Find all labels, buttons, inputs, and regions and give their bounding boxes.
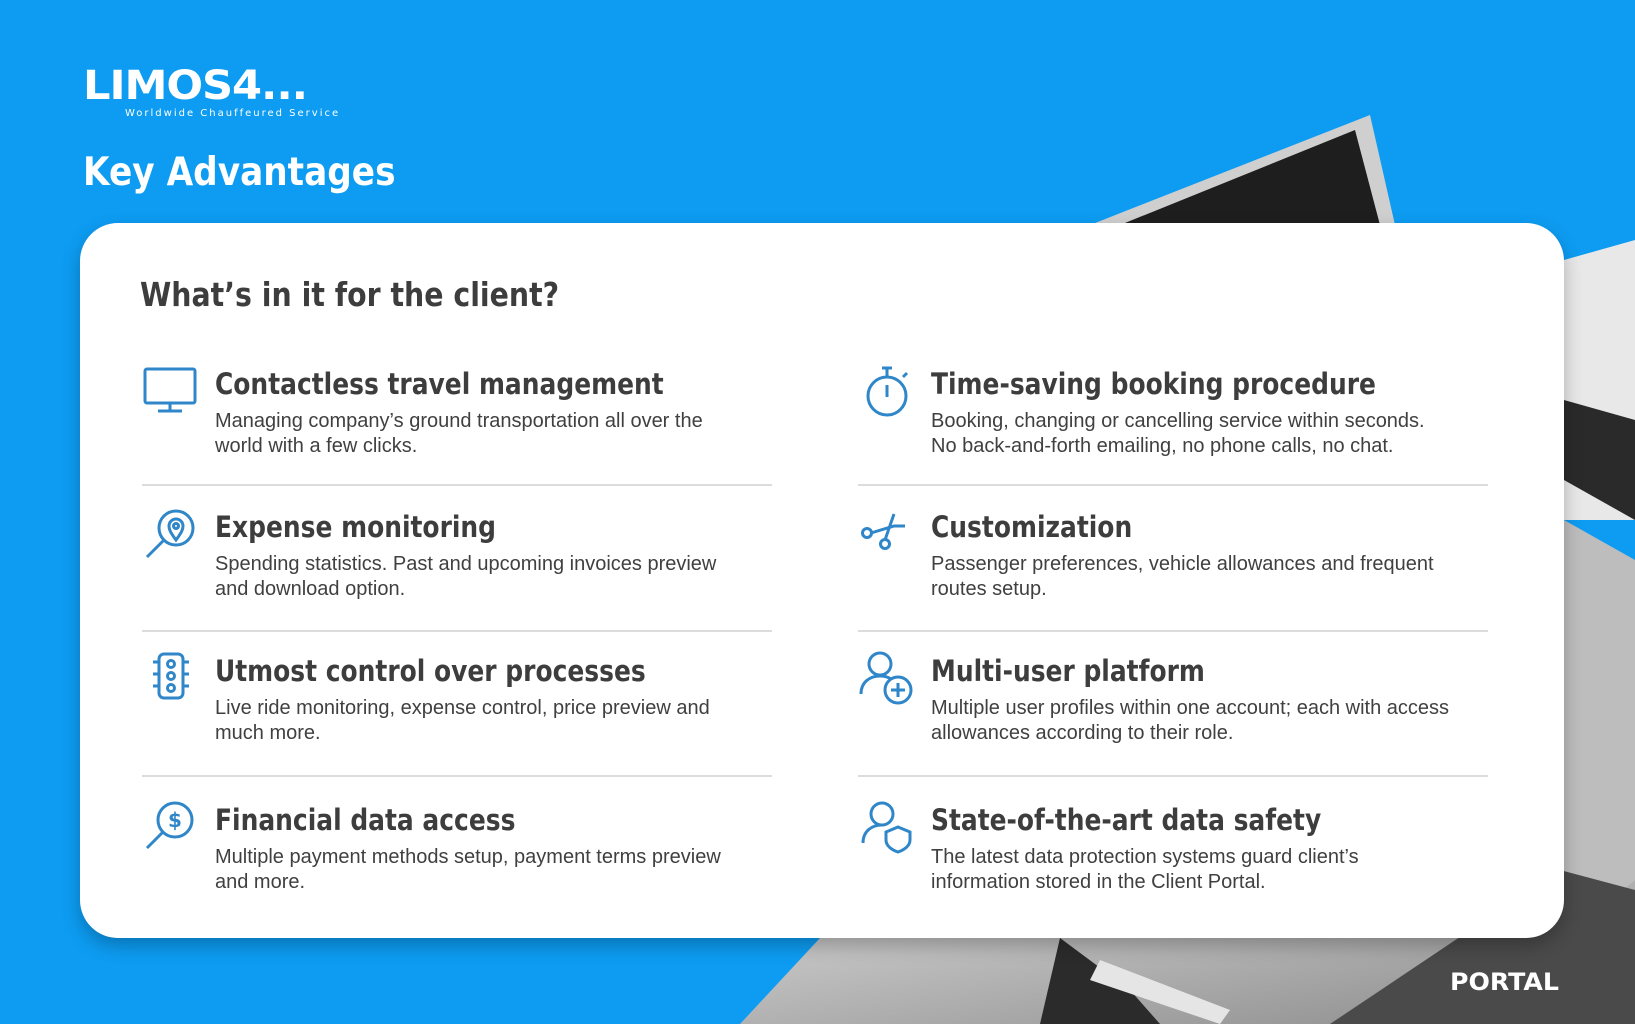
advantage-description: Booking, changing or cancelling service within seconds. No back-and-forth emailing, no phone calls, no chat. — [931, 410, 1425, 457]
advantage-item — [142, 799, 772, 939]
logo-wordmark: LIMOS4... — [83, 63, 307, 109]
advantage-item — [142, 506, 772, 646]
divider — [142, 484, 772, 486]
advantage-description: Passenger preferences, vehicle allowances and frequent routes setup. — [931, 553, 1434, 600]
advantage-description: Multiple user profiles within one account; each with access allowances according to their role. — [931, 697, 1450, 744]
advantage-title: State-of-the-art data safety — [931, 803, 1322, 837]
advantage-description: Live ride monitoring, expense control, price preview and much more. — [215, 697, 710, 744]
traffic-light-icon — [142, 650, 200, 708]
monitor-icon — [142, 363, 200, 421]
user-shield-icon — [858, 799, 916, 857]
route-icon — [858, 506, 916, 564]
page-heading: Key Advantages — [83, 150, 396, 195]
advantage-item — [142, 650, 772, 790]
logo-tagline: Worldwide Chauffeured Service — [125, 108, 341, 119]
add-user-icon — [858, 650, 916, 708]
advantage-title: Customization — [931, 510, 1133, 544]
divider — [858, 630, 1488, 632]
advantage-title: Time-saving booking procedure — [931, 367, 1376, 401]
advantage-item — [858, 363, 1488, 503]
advantage-description: The latest data protection systems guard client’s information stored in the Client Portal. — [931, 846, 1359, 893]
brand-logo — [83, 63, 341, 119]
divider — [142, 775, 772, 777]
advantage-item — [142, 363, 772, 503]
advantage-item — [858, 506, 1488, 646]
advantage-title: Multi-user platform — [931, 654, 1205, 688]
advantage-description: Spending statistics. Past and upcoming invoices preview and download option. — [215, 553, 717, 600]
card-title: What’s in it for the client? — [140, 275, 560, 314]
advantage-title: Utmost control over processes — [215, 654, 646, 688]
location-search-icon — [142, 506, 200, 564]
advantage-item — [858, 799, 1488, 939]
divider — [858, 775, 1488, 777]
portal-logo: PORTAL — [1450, 968, 1559, 996]
advantage-description: Managing company’s ground transportation all over the world with a few clicks. — [215, 410, 703, 457]
advantage-description: Multiple payment methods setup, payment terms preview and more. — [215, 846, 721, 893]
divider — [142, 630, 772, 632]
advantage-title: Financial data access — [215, 803, 516, 837]
svg-text:$: $ — [168, 808, 182, 832]
stopwatch-icon — [858, 363, 916, 421]
advantage-title: Expense monitoring — [215, 510, 497, 544]
divider — [858, 484, 1488, 486]
advantage-title: Contactless travel management — [215, 367, 664, 401]
dollar-search-icon — [142, 799, 200, 857]
advantage-item — [858, 650, 1488, 790]
advantages-card — [80, 223, 1564, 938]
